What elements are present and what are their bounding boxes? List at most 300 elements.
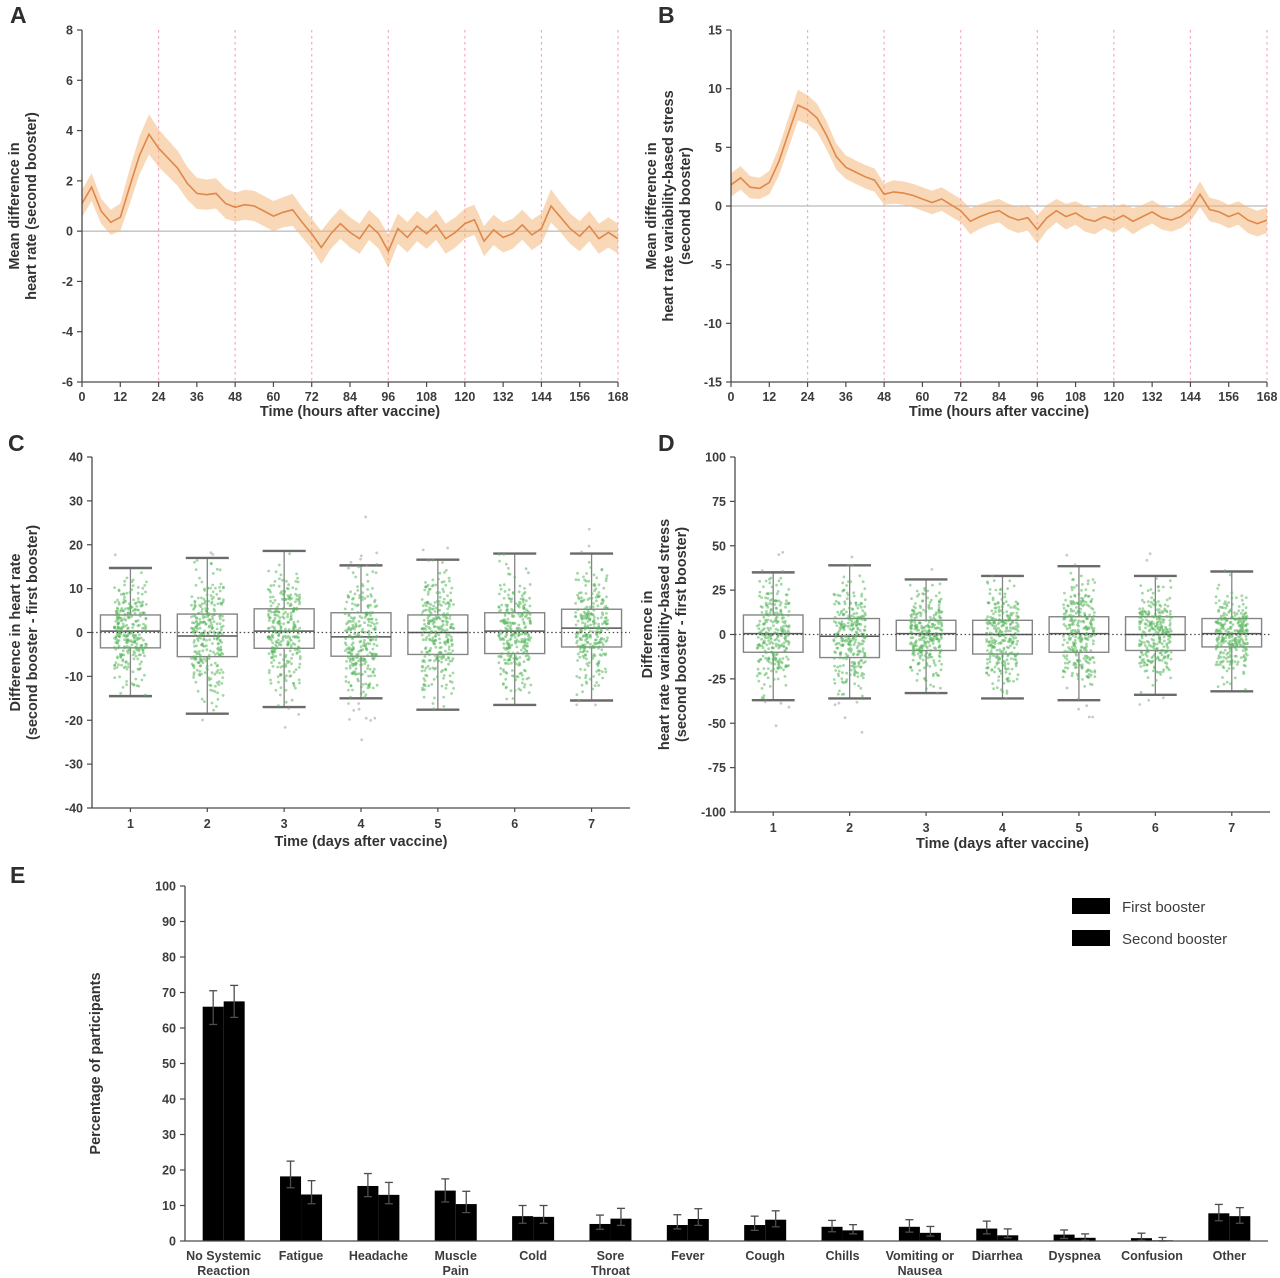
outlier-point <box>287 707 290 710</box>
data-point <box>273 659 276 662</box>
data-point <box>986 621 989 624</box>
data-point <box>766 606 769 609</box>
data-point <box>122 610 125 613</box>
data-point <box>1075 606 1078 609</box>
data-point <box>206 594 209 597</box>
data-point <box>770 592 773 595</box>
data-point <box>132 670 135 673</box>
data-point <box>1075 652 1078 655</box>
data-point <box>921 592 924 595</box>
data-point <box>214 587 217 590</box>
data-point <box>1156 618 1159 621</box>
data-point <box>993 671 996 674</box>
data-point <box>575 636 578 639</box>
data-point <box>122 592 125 595</box>
outlier-point <box>578 700 581 703</box>
data-point <box>193 666 196 669</box>
data-point <box>589 606 592 609</box>
data-point <box>291 699 294 702</box>
data-point <box>1169 619 1172 622</box>
data-point <box>514 636 517 639</box>
data-point <box>200 597 203 600</box>
data-point <box>427 623 430 626</box>
data-point <box>1242 603 1245 606</box>
data-point <box>861 650 864 653</box>
data-point <box>351 624 354 627</box>
data-point <box>523 638 526 641</box>
data-point <box>992 687 995 690</box>
data-point <box>427 591 430 594</box>
data-point <box>519 689 522 692</box>
data-point <box>1217 685 1220 688</box>
data-point <box>848 619 851 622</box>
x-tick-label: 168 <box>1256 390 1278 404</box>
data-point <box>423 619 426 622</box>
data-point <box>434 667 437 670</box>
data-point <box>137 609 140 612</box>
data-point <box>424 655 427 658</box>
data-point <box>849 628 852 631</box>
data-point <box>1223 612 1226 615</box>
data-point <box>450 587 453 590</box>
data-point <box>924 610 927 613</box>
data-point <box>516 646 519 649</box>
data-point <box>275 689 278 692</box>
data-point <box>525 567 528 570</box>
data-point <box>1222 606 1225 609</box>
data-point <box>432 605 435 608</box>
data-point <box>585 626 588 629</box>
data-point <box>208 638 211 641</box>
data-point <box>857 627 860 630</box>
data-point <box>772 657 775 660</box>
data-point <box>372 687 375 690</box>
data-point <box>1084 637 1087 640</box>
data-point <box>1163 618 1166 621</box>
data-point <box>428 634 431 637</box>
data-point <box>597 647 600 650</box>
data-point <box>1070 630 1073 633</box>
data-point <box>1000 598 1003 601</box>
data-point <box>916 612 919 615</box>
data-point <box>844 603 847 606</box>
data-point <box>584 617 587 620</box>
data-point <box>1074 639 1077 642</box>
data-point <box>764 619 767 622</box>
data-point <box>577 620 580 623</box>
data-point <box>199 656 202 659</box>
data-point <box>447 652 450 655</box>
data-point <box>1073 644 1076 647</box>
data-point <box>758 672 761 675</box>
data-point <box>294 648 297 651</box>
data-point <box>1147 641 1150 644</box>
data-point <box>372 648 375 651</box>
data-point <box>292 682 295 685</box>
data-point <box>996 649 999 652</box>
data-point <box>373 623 376 626</box>
data-point <box>286 615 289 618</box>
data-point <box>428 653 431 656</box>
data-point <box>601 677 604 680</box>
data-point <box>985 618 988 621</box>
data-point <box>352 647 355 650</box>
data-point <box>356 604 359 607</box>
data-point <box>295 588 298 591</box>
data-point <box>591 597 594 600</box>
data-point <box>200 673 203 676</box>
data-point <box>785 665 788 668</box>
data-point <box>1002 602 1005 605</box>
boxplot-day-4 <box>331 516 391 742</box>
data-point <box>449 680 452 683</box>
outlier-point <box>1074 563 1077 566</box>
data-point <box>295 668 298 671</box>
data-point <box>840 610 843 613</box>
data-point <box>992 617 995 620</box>
y-tick-label: 60 <box>162 1021 176 1036</box>
data-point <box>527 571 530 574</box>
data-point <box>933 624 936 627</box>
data-point <box>435 615 438 618</box>
data-point <box>277 704 280 707</box>
y-tick-label: -2 <box>61 274 73 289</box>
data-point <box>191 595 194 598</box>
data-point <box>213 613 216 616</box>
data-point <box>213 637 216 640</box>
data-point <box>840 677 843 680</box>
boxplot-day-5 <box>408 547 468 711</box>
data-point <box>1066 650 1069 653</box>
data-point <box>1153 599 1156 602</box>
data-point <box>1069 600 1072 603</box>
data-point <box>222 598 225 601</box>
data-point <box>1077 630 1080 633</box>
data-point <box>197 597 200 600</box>
data-point <box>986 649 989 652</box>
data-point <box>1164 661 1167 664</box>
data-point <box>863 587 866 590</box>
data-point <box>352 656 355 659</box>
data-point <box>268 637 271 640</box>
data-point <box>1161 659 1164 662</box>
data-point <box>430 608 433 611</box>
data-point <box>523 607 526 610</box>
data-point <box>210 602 213 605</box>
data-point <box>587 620 590 623</box>
data-point <box>354 576 357 579</box>
data-point <box>763 694 766 697</box>
data-point <box>279 592 282 595</box>
data-point <box>428 659 431 662</box>
data-point <box>757 668 760 671</box>
data-point <box>292 642 295 645</box>
data-point <box>763 640 766 643</box>
data-point <box>845 638 848 641</box>
y-tick-label: 6 <box>66 73 73 88</box>
x-tick-label: 84 <box>343 390 357 404</box>
data-point <box>1164 651 1167 654</box>
data-point <box>598 583 601 586</box>
data-point <box>356 589 359 592</box>
data-point <box>1229 682 1232 685</box>
data-point <box>446 621 449 624</box>
data-point <box>288 628 291 631</box>
data-point <box>1240 637 1243 640</box>
data-point <box>420 651 423 654</box>
data-point <box>933 614 936 617</box>
panel-e-chart <box>0 860 1280 1278</box>
data-point <box>502 637 505 640</box>
data-point <box>289 604 292 607</box>
data-point <box>427 559 430 562</box>
data-point <box>784 675 787 678</box>
data-point <box>358 596 361 599</box>
data-point <box>212 709 215 712</box>
data-point <box>1245 648 1248 651</box>
data-point <box>1012 635 1015 638</box>
data-point <box>918 649 921 652</box>
data-point <box>1157 656 1160 659</box>
data-point <box>1139 628 1142 631</box>
data-point <box>845 672 848 675</box>
data-point <box>213 604 216 607</box>
y-tick-label: 10 <box>69 582 83 597</box>
data-point <box>144 694 147 697</box>
data-point <box>1088 673 1091 676</box>
data-point <box>853 616 856 619</box>
data-point <box>1148 630 1151 633</box>
data-point <box>938 639 941 642</box>
data-point <box>988 652 991 655</box>
data-point <box>425 651 428 654</box>
data-point <box>118 601 121 604</box>
data-point <box>523 660 526 663</box>
data-point <box>1013 585 1016 588</box>
data-point <box>772 668 775 671</box>
data-point <box>998 618 1001 621</box>
data-point <box>1070 572 1073 575</box>
data-point <box>778 640 781 643</box>
x-tick-label: 84 <box>992 390 1006 404</box>
data-point <box>122 649 125 652</box>
data-point <box>219 602 222 605</box>
data-point <box>765 602 768 605</box>
y-tick-label: 0 <box>715 199 722 214</box>
data-point <box>445 569 448 572</box>
data-point <box>113 586 116 589</box>
data-point <box>1144 622 1147 625</box>
data-point <box>210 664 213 667</box>
bar <box>224 1001 245 1241</box>
data-point <box>131 644 134 647</box>
outlier-point <box>1005 697 1008 700</box>
data-point <box>760 596 763 599</box>
data-point <box>438 646 441 649</box>
data-point <box>360 617 363 620</box>
data-point <box>446 607 449 610</box>
data-point <box>126 577 129 580</box>
data-point <box>442 696 445 699</box>
data-point <box>1083 621 1086 624</box>
outlier-point <box>350 561 353 564</box>
data-point <box>428 588 431 591</box>
data-point <box>763 627 766 630</box>
data-point <box>525 599 528 602</box>
data-point <box>209 587 212 590</box>
data-point <box>849 602 852 605</box>
data-point <box>118 589 121 592</box>
data-point <box>220 626 223 629</box>
data-point <box>576 659 579 662</box>
data-point <box>1072 610 1075 613</box>
x-tick-label: No Systemic Reaction <box>186 1249 262 1278</box>
data-point <box>516 639 519 642</box>
data-point <box>525 645 528 648</box>
data-point <box>1142 607 1145 610</box>
data-point <box>274 599 277 602</box>
data-point <box>1138 662 1141 665</box>
data-point <box>283 593 286 596</box>
data-point <box>986 582 989 585</box>
data-point <box>272 621 275 624</box>
data-point <box>600 569 603 572</box>
data-point <box>528 597 531 600</box>
data-point <box>120 609 123 612</box>
data-point <box>423 696 426 699</box>
data-point <box>859 651 862 654</box>
outlier-point <box>352 709 355 712</box>
data-point <box>215 705 218 708</box>
data-point <box>205 639 208 642</box>
data-point <box>996 686 999 689</box>
bar-series-first-booster <box>203 991 1230 1241</box>
data-point <box>449 599 452 602</box>
data-point <box>996 663 999 666</box>
data-point <box>500 588 503 591</box>
data-point <box>1080 597 1083 600</box>
outlier-point <box>360 554 363 557</box>
data-point <box>992 613 995 616</box>
x-tick-label: 5 <box>434 817 442 831</box>
data-point <box>507 594 510 597</box>
panel-a <box>0 0 640 428</box>
x-tick-label: 1 <box>769 821 777 835</box>
data-point <box>290 662 293 665</box>
data-point <box>432 636 435 639</box>
data-point <box>1088 605 1091 608</box>
data-point <box>450 626 453 629</box>
data-point <box>998 675 1001 678</box>
data-point <box>351 643 354 646</box>
data-point <box>842 614 845 617</box>
data-point <box>277 634 280 637</box>
data-point <box>438 652 441 655</box>
data-point <box>1000 588 1003 591</box>
data-point <box>1147 625 1150 628</box>
x-tick-label: 6 <box>1151 821 1159 835</box>
data-point <box>359 658 362 661</box>
data-point <box>1007 604 1010 607</box>
data-point <box>1003 596 1006 599</box>
data-point <box>510 689 513 692</box>
data-point <box>926 646 929 649</box>
data-point <box>584 668 587 671</box>
outlier-point <box>357 702 360 705</box>
data-point <box>431 559 434 562</box>
data-point <box>139 612 142 615</box>
data-point <box>352 620 355 623</box>
data-point <box>1170 630 1173 633</box>
data-point <box>923 677 926 680</box>
data-point <box>208 614 211 617</box>
data-point <box>934 647 937 650</box>
data-point <box>994 610 997 613</box>
data-point <box>935 627 938 630</box>
data-point <box>521 614 524 617</box>
data-point <box>520 649 523 652</box>
data-point <box>498 593 501 596</box>
outlier-point <box>580 551 583 554</box>
data-point <box>498 560 501 563</box>
data-point <box>145 626 148 629</box>
data-point <box>504 612 507 615</box>
data-point <box>577 608 580 611</box>
data-point <box>605 612 608 615</box>
data-point <box>924 625 927 628</box>
data-point <box>838 629 841 632</box>
data-point <box>217 698 220 701</box>
data-point <box>523 611 526 614</box>
data-point <box>910 614 913 617</box>
data-point <box>127 617 130 620</box>
data-point <box>784 603 787 606</box>
data-point <box>422 604 425 607</box>
data-point <box>1064 662 1067 665</box>
data-point <box>371 621 374 624</box>
data-point <box>1017 625 1020 628</box>
data-point <box>1017 630 1020 633</box>
data-point <box>764 657 767 660</box>
x-tick-label: 7 <box>1228 821 1236 835</box>
data-point <box>938 660 941 663</box>
data-point <box>215 593 218 596</box>
data-point <box>1063 592 1066 595</box>
data-point <box>375 571 378 574</box>
data-point <box>123 596 126 599</box>
x-tick-label: 48 <box>228 390 243 404</box>
data-point <box>859 643 862 646</box>
data-point <box>575 624 578 627</box>
data-point <box>427 593 430 596</box>
data-point <box>282 630 285 633</box>
data-point <box>431 579 434 582</box>
data-point <box>574 611 577 614</box>
data-point <box>128 646 131 649</box>
data-point <box>135 655 138 658</box>
data-point <box>521 682 524 685</box>
outlier-point <box>781 551 784 554</box>
data-point <box>1062 644 1065 647</box>
x-tick-label: 2 <box>203 817 211 831</box>
y-tick-label: 20 <box>162 1163 176 1178</box>
data-point <box>141 679 144 682</box>
data-point <box>595 681 598 684</box>
data-point <box>1081 637 1084 640</box>
data-point <box>505 686 508 689</box>
x-tick-label: Other <box>1212 1249 1246 1263</box>
data-point <box>123 584 126 587</box>
